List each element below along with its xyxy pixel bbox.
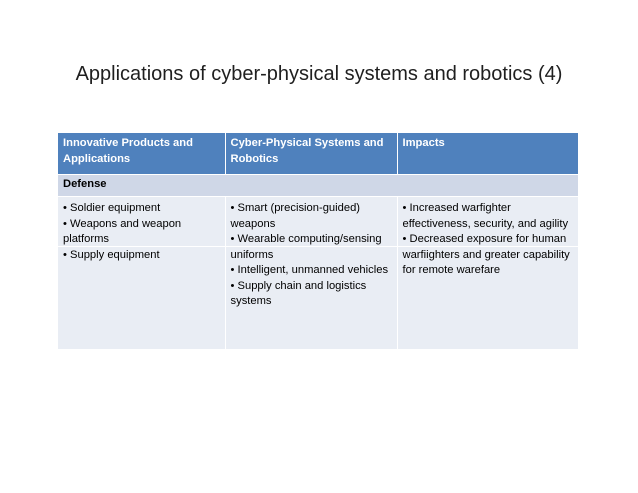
table-header-row <box>58 133 578 175</box>
list-item: • Soldier equipment <box>63 202 161 214</box>
table-row <box>58 197 578 350</box>
section-label: Defense <box>58 175 578 197</box>
cps-cell <box>225 197 397 350</box>
impacts-cell <box>397 197 578 350</box>
header-impacts: Impacts <box>397 133 578 175</box>
list-item: • Smart (precision-guided) weapons <box>230 202 361 230</box>
slide-title: Applications of cyber-physical systems and robotics (4) <box>75 63 563 85</box>
section-row-defense <box>58 175 578 197</box>
list-item: • Weapons and weapon platforms <box>63 217 182 245</box>
list-item: • Supply equipment <box>63 248 160 261</box>
header-cps-robotics: Cyber-Physical Systems and Robotics <box>225 133 397 175</box>
list-item: • Decreased exposure for human warfiighters and greater capability for remote warefare <box>402 233 570 276</box>
row-divider <box>58 246 578 247</box>
list-item: • Wearable computing/sensing uniforms <box>230 233 382 261</box>
list-item: • Intelligent, unmanned vehicles <box>230 264 389 276</box>
applications-table <box>58 133 578 349</box>
list-item: • Increased warfighter effectiveness, security, and agility <box>402 202 569 230</box>
products-cell <box>58 197 225 350</box>
list-item: • Supply chain and logistics systems <box>230 279 367 307</box>
header-products: Innovative Products and Applications <box>58 133 225 175</box>
